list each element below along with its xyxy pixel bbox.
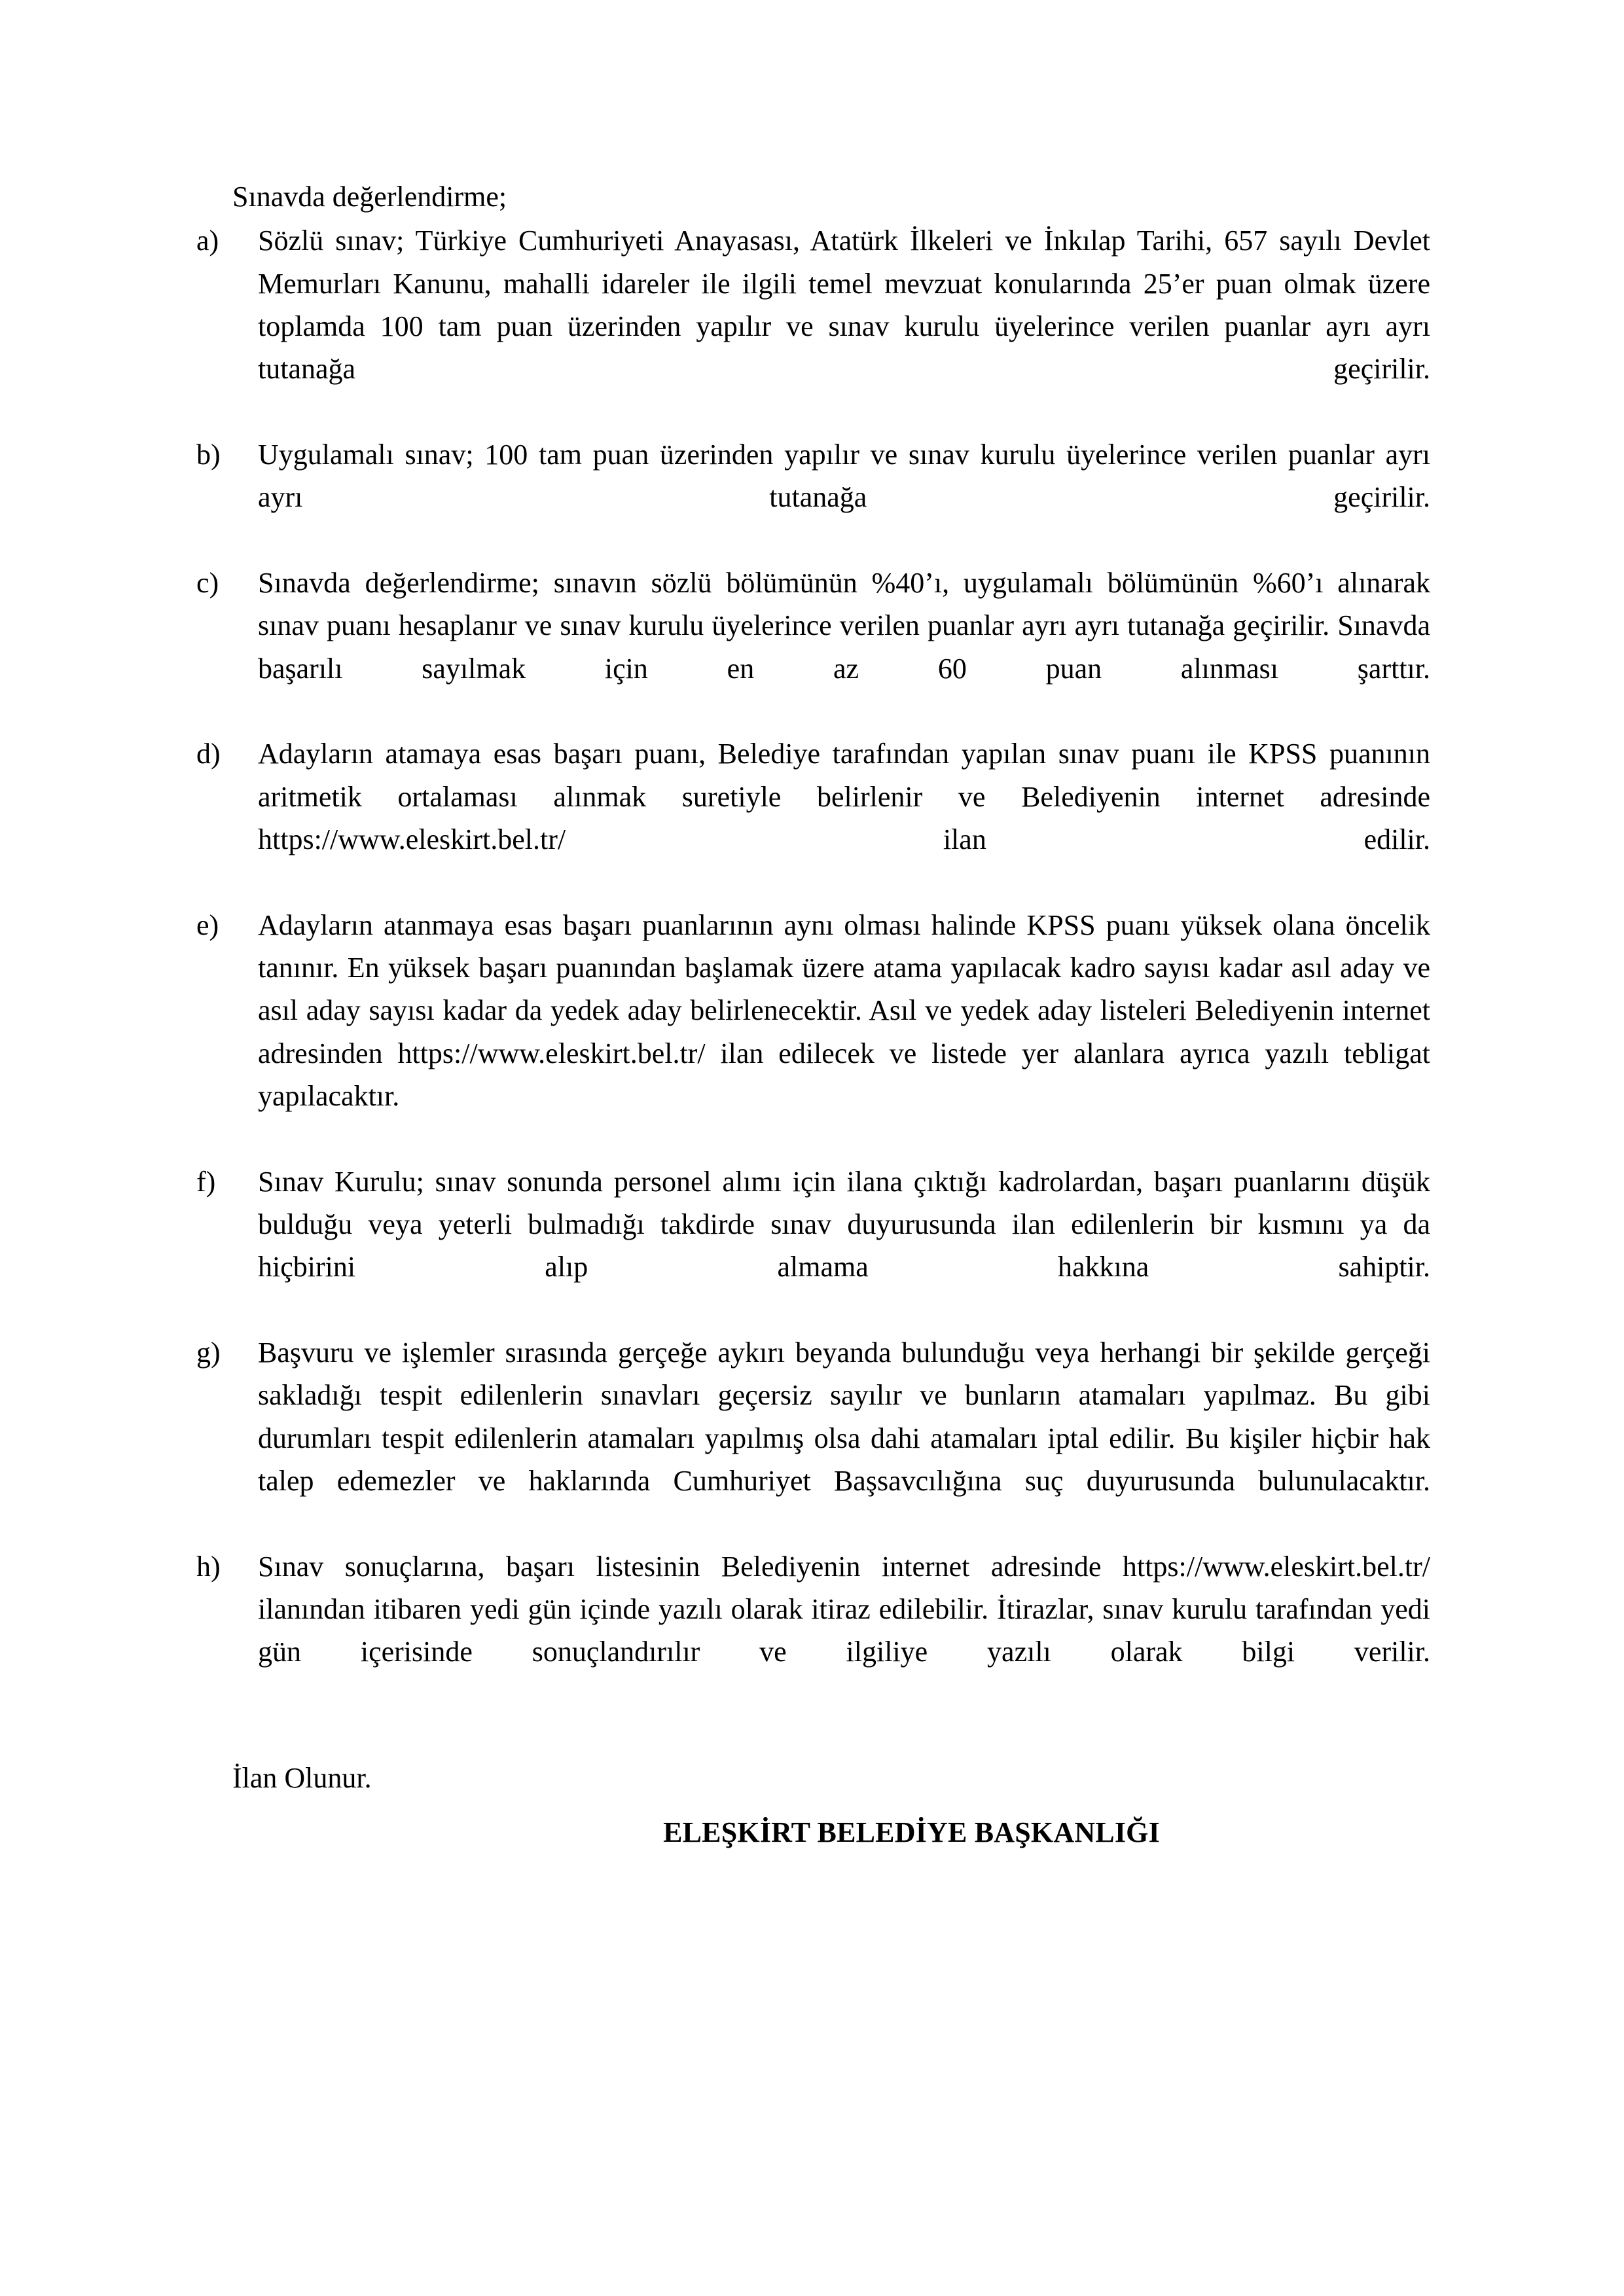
list-item-text-c: Sınavda değerlendirme; sınavın sözlü bölümünün %40’ı, uygulamalı bölümünün %60’ı alınarak sınav puanı hesaplanır ve sınav kurulu üyelerince verilen puanlar ayrı ayrı tutanağa geçirilir. Sınavda başarılı sayılmak için en az 60 puan alınması şarttır. <box>258 566 1430 685</box>
list-item-text-a: Sözlü sınav; Türkiye Cumhuriyeti Anayasası, Atatürk İlkeleri ve İnkılap Tarihi, 657 sayılı Devlet Memurları Kanunu, mahalli idareler ile ilgili temel mevzuat konularında 25’er puan olmak üzere toplamda 100 tam puan üzerinden yapılır ve sınav kurulu üyelerince verilen puanlar ayrı ayrı tutanağa geçirilir. <box>258 224 1430 386</box>
list-item-text-d: Adayların atamaya esas başarı puanı, Belediye tarafından yapılan sınav puanı ile KPSS puanının aritmetik ortalaması alınmak suretiyle belirlenir ve Belediyenin internet adresinde https://www.eleskirt.bel.tr/ ilan edilir. <box>258 738 1430 855</box>
list-item-f <box>196 1160 1430 1331</box>
list-item-text-b: Uygulamalı sınav; 100 tam puan üzerinden yapılır ve sınav kurulu üyelerince verilen puanlar ayrı ayrı tutanağa geçirilir. <box>258 438 1430 514</box>
closing-block <box>196 1757 1430 1854</box>
lead-in-paragraph: Sınavda değerlendirme; <box>232 181 507 213</box>
list-item-g <box>196 1331 1430 1545</box>
list-item-c <box>196 562 1430 732</box>
list-item-text-f: Sınav Kurulu; sınav sonunda personel alımı için ilana çıktığı kadrolardan, başarı puanlarını düşük bulduğu veya yeterli bulmadığı takdirde sınav duyurusunda ilan edilenlerin bir kısmını ya da hiçbirini alıp almama hakkına sahiptir. <box>258 1165 1430 1283</box>
list-marker-g: g) <box>196 1336 221 1369</box>
list-marker-e: e) <box>196 908 219 941</box>
list-marker-d: d) <box>196 738 221 770</box>
lettered-list <box>196 219 1430 1715</box>
list-marker-a: a) <box>196 224 219 257</box>
list-item-text-e: Adayların atanmaya esas başarı puanlarının aynı olması halinde KPSS puanı yüksek olana öncelik tanınır. En yüksek başarı puanından başlamak üzere atama yapılacak kadro sayısı kadar asıl aday ve asıl aday sayısı kadar da yedek aday belirlenecektir. Asıl ve yedek aday listeleri Belediyenin internet adresinden https://www.eleskirt.bel.tr/ ilan edilecek ve listede yer alanlara ayrıca yazılı tebligat yapılacaktır. <box>258 908 1430 1112</box>
list-marker-c: c) <box>196 566 219 599</box>
list-item-e <box>196 904 1430 1160</box>
ilan-olunur-text: İlan Olunur. <box>232 1761 372 1794</box>
list-item-text-g: Başvuru ve işlemler sırasında gerçeğe aykırı beyanda bulunduğu veya herhangi bir şekilde gerçeği sakladığı tespit edilenlerin sınavları geçersiz sayılır ve bunların atamaları yapılmaz. Bu gibi durumları tespit edilenlerin atamaları yapılmış olsa dahi atamaları iptal edilir. Bu kişiler hiçbir hak talep edemezler ve haklarında Cumhuriyet Başsavcılığına suç duyurusunda bulunulacaktır. <box>258 1336 1430 1497</box>
list-item-h <box>196 1545 1430 1716</box>
signature-authority: ELEŞKİRT BELEDİYE BAŞKANLIĞI <box>663 1816 1160 1849</box>
document-body <box>196 175 1430 1854</box>
list-item-b <box>196 433 1430 562</box>
list-item-d <box>196 732 1430 903</box>
list-marker-f: f) <box>196 1165 216 1198</box>
list-item-a <box>196 219 1430 433</box>
list-item-text-h: Sınav sonuçlarına, başarı listesinin Belediyenin internet adresinde https://www.eleskirt.bel.tr/ ilanından itibaren yedi gün içinde yazılı olarak itiraz edilebilir. İtirazlar, sınav kurulu tarafından yedi gün içerisinde sonuçlandırılır ve ilgiliye yazılı olarak bilgi verilir. <box>258 1550 1430 1668</box>
list-marker-h: h) <box>196 1550 221 1583</box>
list-marker-b: b) <box>196 438 221 471</box>
